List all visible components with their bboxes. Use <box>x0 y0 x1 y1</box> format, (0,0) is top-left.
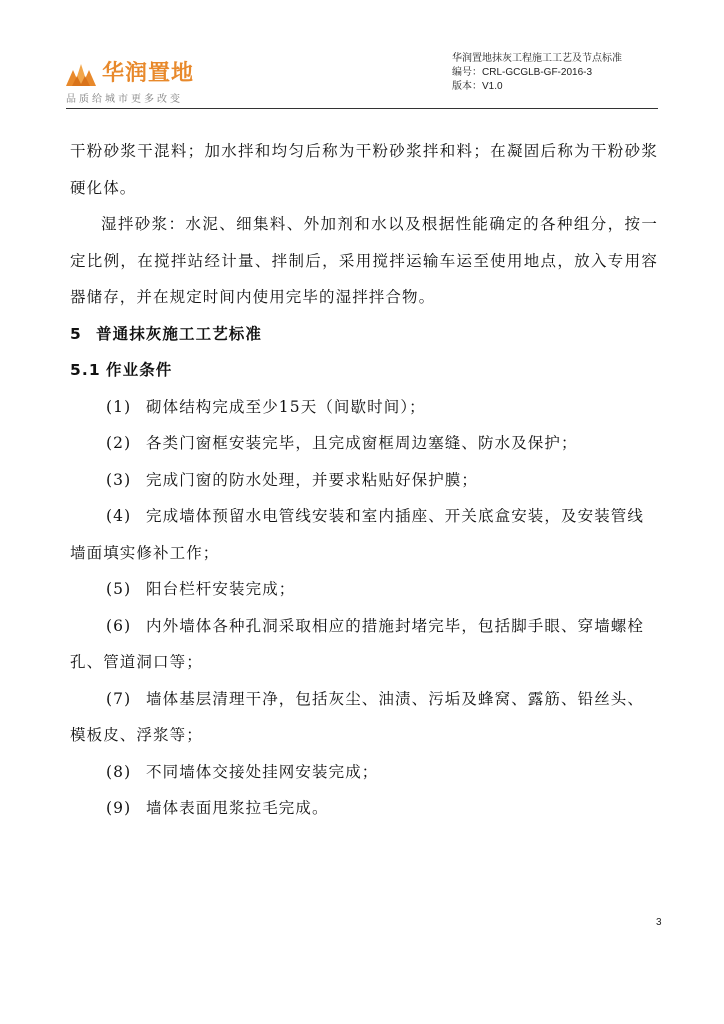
list-item-number: (3) <box>106 470 132 489</box>
logo-name: 华润置地 <box>102 61 195 86</box>
list-item-continuation: 模板皮、浮浆等； <box>70 726 203 744</box>
section-5-1-heading <box>70 352 658 389</box>
document-title: 华润置地抹灰工程施工工艺及节点标准 <box>452 53 622 64</box>
list-item <box>70 681 658 718</box>
list-item-text: 完成墙体预留水电管线安装和室内插座、开关底盒安装，及安装管线 <box>146 507 645 525</box>
paragraph-dry-mortar: 干粉砂浆干混料；加水拌和均匀后称为干粉砂浆拌和料；在凝固后称为干粉砂浆硬化体。 <box>70 142 658 197</box>
list-item-number: (2) <box>106 434 132 452</box>
list-item-number: (6) <box>106 616 132 635</box>
section-title: 普通抹灰施工工艺标准 <box>96 324 263 343</box>
list-item <box>70 389 658 426</box>
list-item <box>70 571 658 608</box>
list-item <box>70 425 658 462</box>
list-item-text: 阳台栏杆安装完成； <box>146 580 296 598</box>
list-item-text: 墙体基层清理干净，包括灰尘、油渍、污垢及蜂窝、露筋、铅丝头、 <box>146 689 645 708</box>
list-item-number: (7) <box>106 689 132 708</box>
list-item <box>70 462 658 499</box>
list-item-continuation: 孔、管道洞口等； <box>70 653 203 671</box>
header-divider <box>66 108 658 109</box>
section-number: 5 <box>70 324 82 343</box>
list-item <box>70 498 658 535</box>
document-version: 版本：V1.0 <box>452 81 503 92</box>
subsection-number: 5.1 <box>70 361 101 379</box>
list-item-number: (8) <box>106 762 132 781</box>
list-item-number: (1) <box>106 397 132 416</box>
logo-mountain-icon <box>66 58 96 86</box>
logo-slogan: 品质给城市更多改变 <box>66 94 183 105</box>
list-item-number: (9) <box>106 799 132 817</box>
list-item <box>70 790 658 827</box>
list-item-text: 砌体结构完成至少15天（间歇时间）； <box>146 397 426 416</box>
list-item-number: (4) <box>106 507 132 525</box>
list-item-text: 内外墙体各种孔洞采取相应的措施封堵完毕，包括脚手眼、穿墙螺栓 <box>146 616 645 635</box>
list-item-text: 不同墙体交接处挂网安装完成； <box>146 762 379 781</box>
document-body <box>70 133 658 827</box>
list-item-continuation: 墙面填实修补工作； <box>70 543 220 562</box>
list-item-text: 完成门窗的防水处理，并要求粘贴好保护膜； <box>146 470 479 489</box>
section-5-heading <box>70 316 658 353</box>
list-item <box>70 608 658 645</box>
document-code: 编号：CRL-GCGLB-GF-2016-3 <box>452 67 593 78</box>
list-item <box>70 754 658 791</box>
page-header <box>0 0 724 110</box>
list-item-text: 各类门窗框安装完毕，且完成窗框周边塞缝、防水及保护； <box>146 434 578 452</box>
list-item-number: (5) <box>106 580 132 598</box>
list-item-text: 墙体表面甩浆拉毛完成。 <box>146 799 329 817</box>
page-number: 3 <box>656 917 662 928</box>
document-info <box>452 52 622 94</box>
paragraph-wet-mortar: 湿拌砂浆：水泥、细集料、外加剂和水以及根据性能确定的各种组分，按一定比例，在搅拌站经计量、拌制后，采用搅拌运输车运至使用地点，放入专用容器储存，并在规定时间内使用完毕的湿拌拌合物。 <box>70 215 658 306</box>
subsection-title: 作业条件 <box>106 361 173 379</box>
company-logo <box>66 56 216 106</box>
